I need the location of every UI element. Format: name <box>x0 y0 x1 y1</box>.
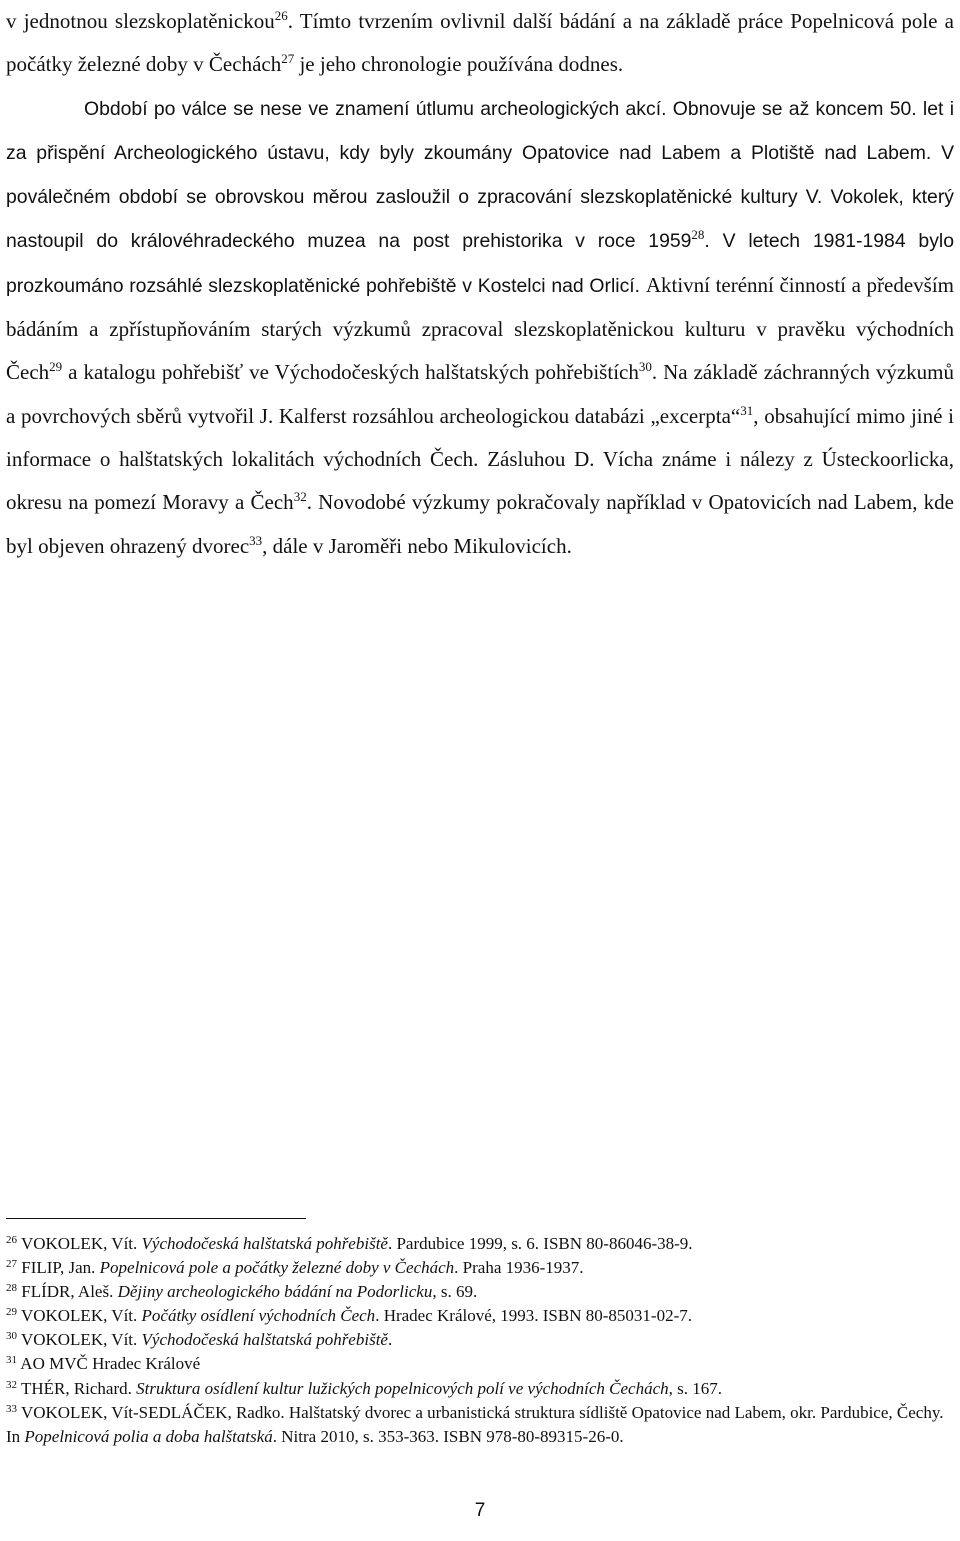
text-run: je jeho chronologie používána dodnes. <box>294 52 624 77</box>
text-run: Aktivní terénní činností a především bádáním a zpřístupňováním starých výzkumů zpracoval slezskoplatěnickou kulturu v pravěku východních Čech <box>6 272 954 385</box>
footnote-title: Struktura osídlení kultur lužických popelnicových polí ve východních Čechách <box>136 1378 669 1398</box>
footnote-number: 28 <box>6 1282 17 1295</box>
footnote-text: . Pardubice 1999, s. 6. ISBN 80-86046-38-9. <box>387 1234 693 1253</box>
footnote-title: Východočeská halštatská pohřebiště <box>141 1234 388 1253</box>
footnote-text: . <box>387 1330 393 1350</box>
footnote-text: . Hradec Králové, 1993. ISBN 80-85031-02-7. <box>375 1306 692 1326</box>
footnote-number: 30 <box>6 1330 17 1343</box>
footnote-text: FLÍDR, Aleš. <box>17 1282 118 1302</box>
footnote-31 <box>6 1352 946 1376</box>
footnote-title: Počátky osídlení východních Čech <box>141 1306 376 1326</box>
text-run: , obsahující mimo jiné i informace o halštatských lokalitách východních Čech. Zásluhou D. Vícha známe i nálezy z Ústeckoorlicka, okresu na pomezí Moravy a Čech <box>6 403 954 515</box>
footnote-28 <box>6 1280 946 1304</box>
footnote-ref-30[interactable]: 30 <box>638 359 652 375</box>
footnote-text: , s. 69. <box>432 1282 478 1302</box>
text-run: V poválečném období se obrovskou měrou zasloužil o zpracování slezskoplatěnické kultury V. Vokolek, který nastoupil do královéhradeckého muzea na post prehistorika v roce 1959 <box>6 141 954 253</box>
footnote-title: Východočeská halštatská pohřebiště <box>141 1330 388 1350</box>
footnote-text: . Praha 1936-1937. <box>454 1258 584 1278</box>
footnote-text: VOKOLEK, Vít. <box>17 1330 142 1350</box>
footnote-33 <box>6 1401 946 1449</box>
footnote-ref-29[interactable]: 29 <box>49 359 63 375</box>
text-run: Období po válce se nese ve znamení útlumu archeologických akcí. Obnovuje se až koncem 50. let i za přispění Archeologického ústavu, kdy byly zkoumány Opatovice nad Labem a Plotiště nad Labem. <box>6 97 954 164</box>
text-run: v jednotnou slezskoplatěnickou <box>6 9 275 33</box>
text-run: . Na základě záchranných výzkumů a povrchových sběrů vytvořil J. Kalferst rozsáhlou archeologickou databázi „excerpta“ <box>6 360 954 428</box>
paragraph-2 <box>6 87 954 568</box>
text-run: , dále v Jaroměři nebo Mikulovicích. <box>262 533 572 558</box>
footnote-number: 29 <box>6 1306 17 1319</box>
footnote-27 <box>6 1256 946 1280</box>
text-run: . Tímto tvrzením ovlivnil další bádání a na základě práce Popelnicová pole a počátky železné doby v Čechách <box>6 9 954 77</box>
footnote-text: THÉR, Richard. <box>17 1378 137 1398</box>
text-run: . Novodobé výzkumy pokračovaly například v Opatovicích nad Labem, kde byl objeven ohrazený dvorec <box>6 490 954 558</box>
footnote-separator <box>6 1218 306 1219</box>
footnote-30 <box>6 1328 946 1352</box>
footnote-title: Popelnicová polia a doba halštatská <box>24 1426 273 1446</box>
footnote-32 <box>6 1377 946 1401</box>
footnote-number: 26 <box>6 1234 17 1246</box>
footnote-text: AO MVČ Hradec Králové <box>17 1354 201 1374</box>
page-number: 7 <box>474 1500 486 1521</box>
footnote-text: VOKOLEK, Vít-SEDLÁČEK, Radko. Halštatský dvorec a urbanistická struktura sídliště Opatovice nad Labem, okr. Pardubice, Čechy. In <box>6 1402 944 1446</box>
paragraph-1 <box>6 0 954 87</box>
footnote-number: 31 <box>6 1354 17 1367</box>
footnote-title: Dějiny archeologického bádání na Podorlicku <box>117 1282 433 1302</box>
footnote-29 <box>6 1304 946 1328</box>
text-run: a katalogu pohřebišť ve Východočeských halštatských pohřebištích <box>62 360 639 385</box>
footnote-ref-28[interactable]: 28 <box>691 227 705 243</box>
footnote-ref-33[interactable]: 33 <box>249 532 263 548</box>
body-text <box>6 0 954 568</box>
footnote-number: 33 <box>6 1402 17 1415</box>
footnote-26 <box>6 1232 946 1256</box>
footnote-ref-31[interactable]: 31 <box>740 402 754 418</box>
footnote-text: VOKOLEK, Vít. <box>17 1234 142 1253</box>
footnote-text: . Nitra 2010, s. 353-363. ISBN 978-80-89315-26-0. <box>272 1426 624 1446</box>
footnote-text: FILIP, Jan. <box>17 1258 100 1278</box>
footnote-ref-27[interactable]: 27 <box>281 51 295 67</box>
footnote-text: , s. 167. <box>668 1378 723 1398</box>
footnote-title: Popelnicová pole a počátky železné doby v Čechách <box>99 1258 455 1278</box>
footnotes <box>6 1232 946 1449</box>
text-run: . V letech 1981-1984 bylo prozkoumáno rozsáhlé slezskoplatěnické pohřebiště v Kostelci nad Orlicí. <box>6 230 954 297</box>
footnote-ref-32[interactable]: 32 <box>293 489 307 505</box>
footnote-text: VOKOLEK, Vít. <box>17 1306 142 1326</box>
footnote-number: 32 <box>6 1378 17 1391</box>
footnote-ref-26[interactable]: 26 <box>274 8 288 23</box>
footnote-number: 27 <box>6 1258 17 1271</box>
